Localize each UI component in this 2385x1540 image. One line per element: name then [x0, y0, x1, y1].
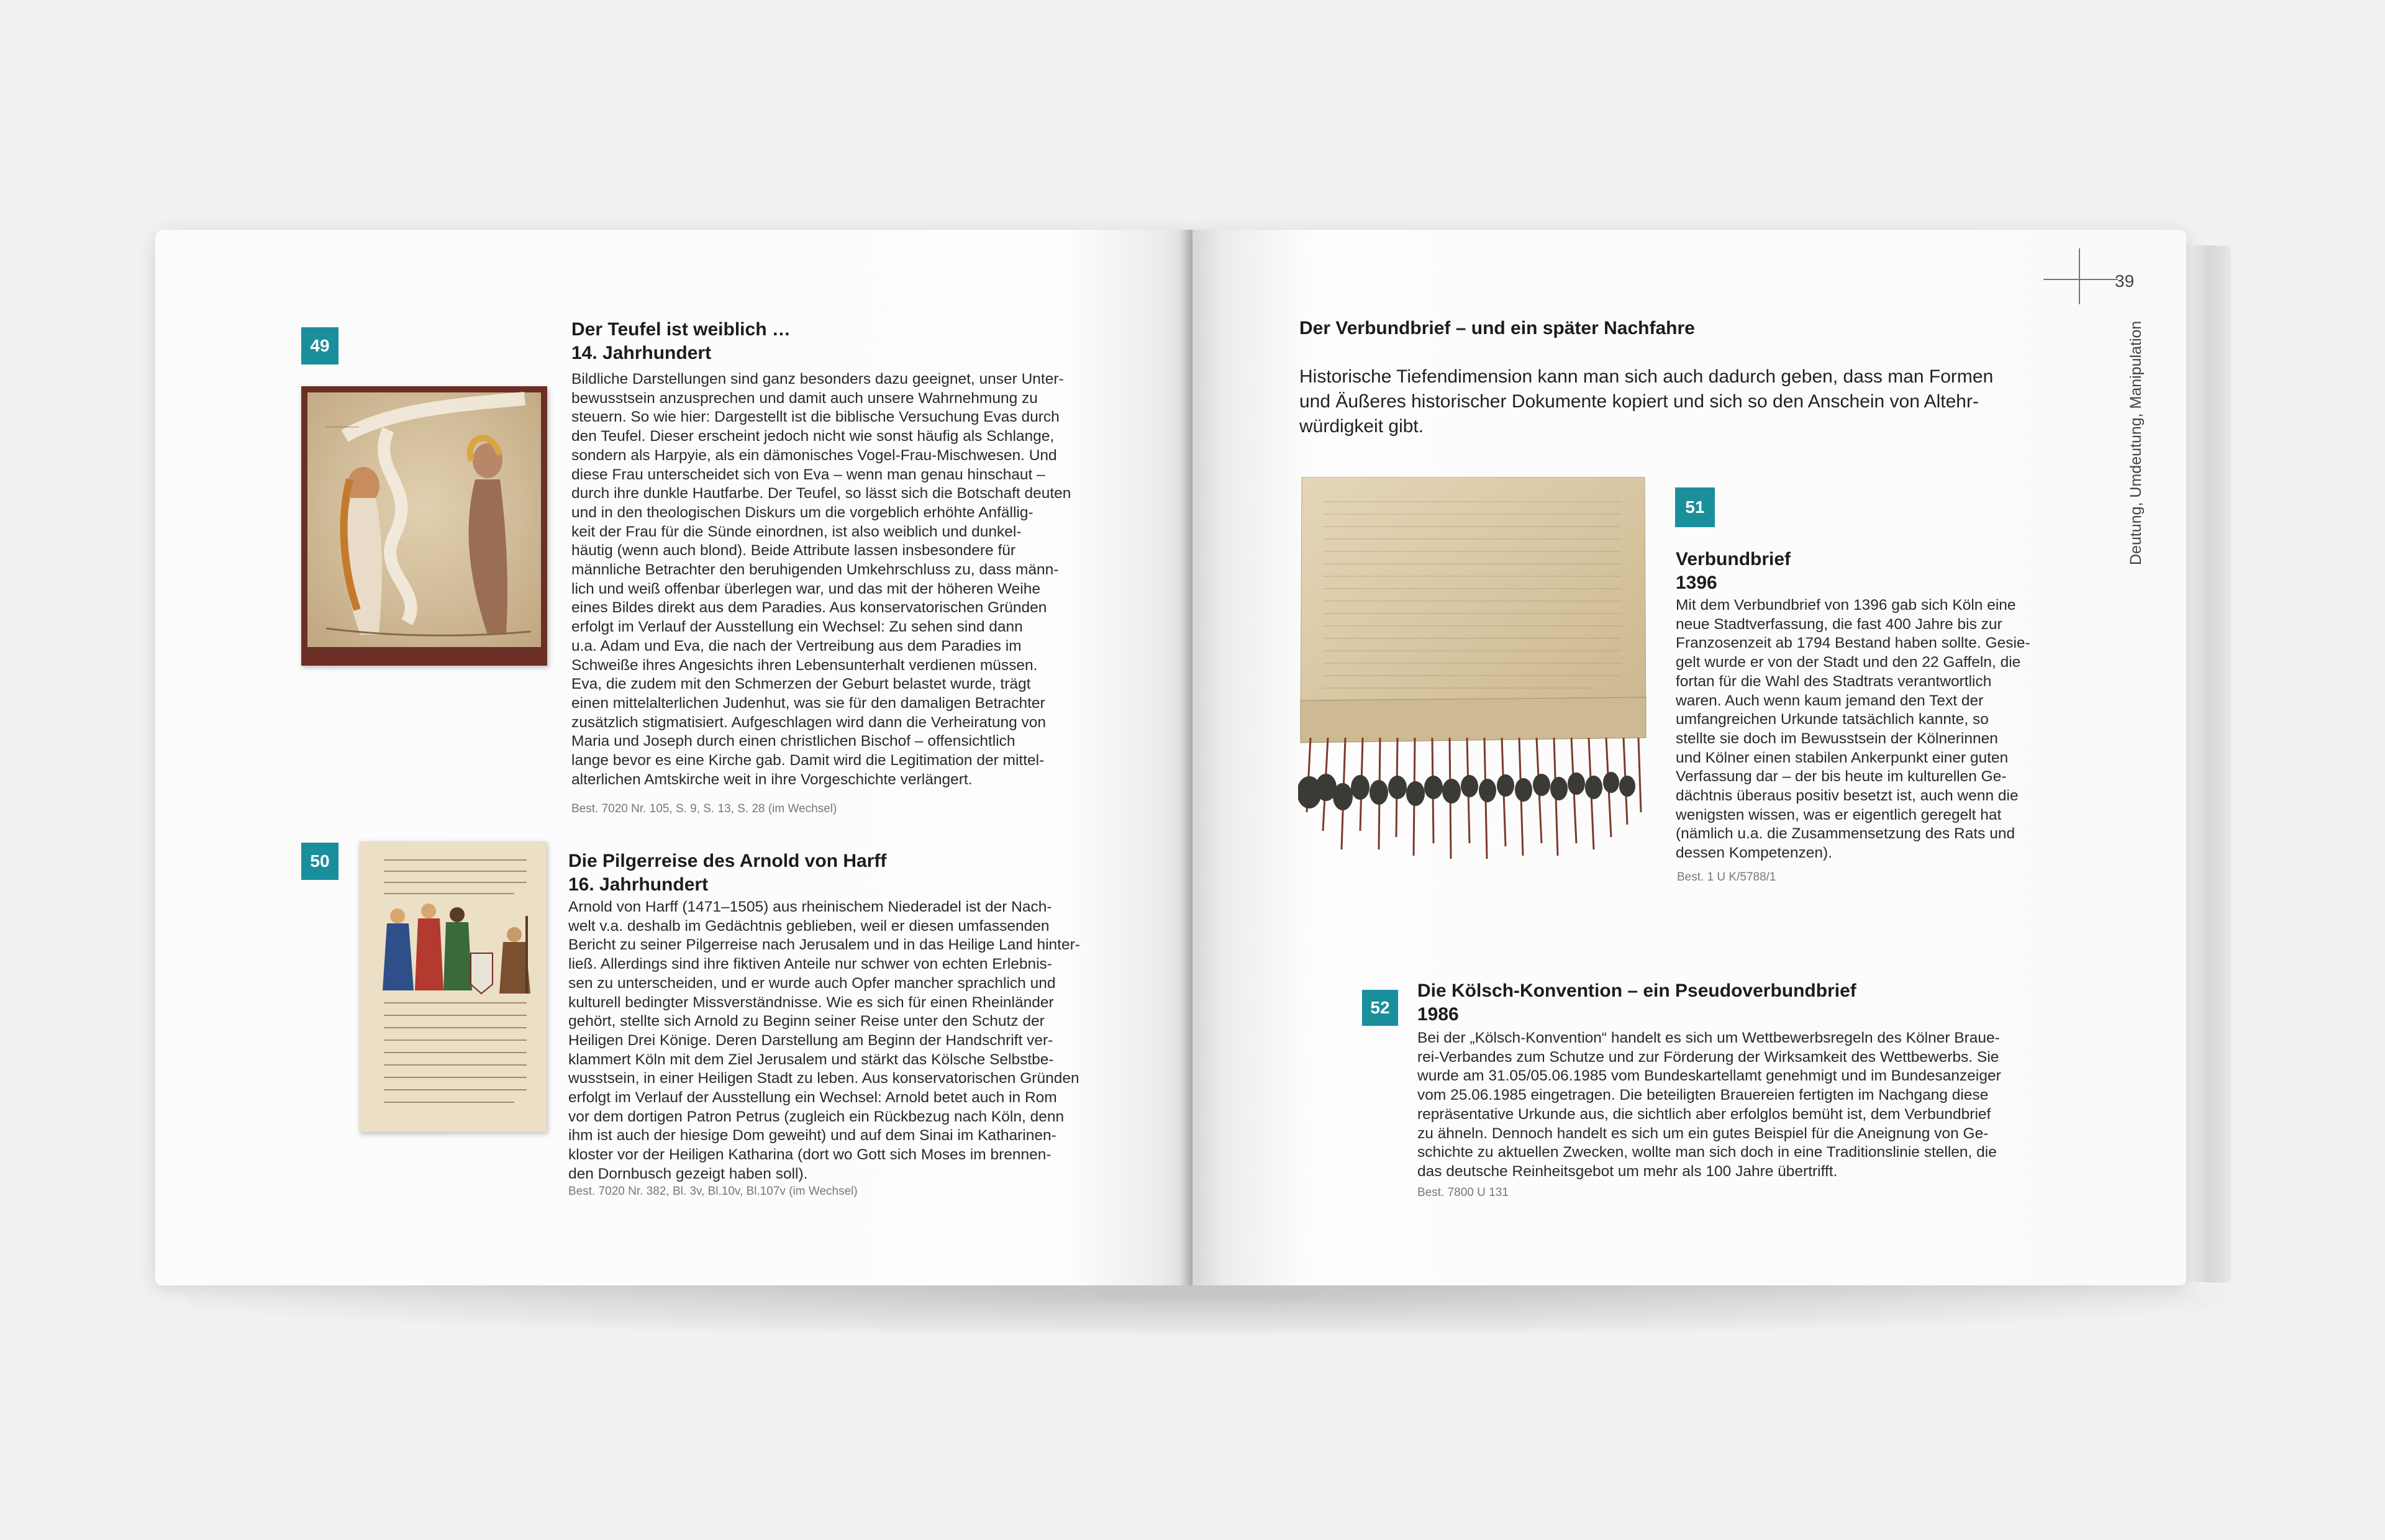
body-line: Schweiße ihres Angesichts ihren Lebensunterhalt verdienen müssen. [571, 656, 1038, 674]
body-line: Franzosenzeit ab 1794 Bestand haben sollte. Gesie- [1676, 635, 2030, 652]
body-line: Bei der „Kölsch-Konvention“ handelt es sich um Wettbewerbsregeln des Kölner Braue- [1417, 1030, 2000, 1046]
body-line: keit der Frau für die Sünde einordnen, ist also weiblich und dunkel- [571, 523, 1022, 540]
body-line: welt v.a. deshalb im Gedächtnis geblieben, weil er diesen umfassenden [568, 917, 1050, 935]
body-line: männliche Betrachter den beruhigenden Umkehrschluss zu, dass männ- [571, 561, 1059, 579]
body-line: das deutsche Reinheitsgebot um mehr als 100 Jahre übertrifft. [1417, 1162, 1838, 1180]
entry-49-title [571, 318, 1130, 365]
entry-52-title [1417, 979, 1976, 1026]
intro-line: Historische Tiefendimension kann man sich auch dadurch geben, dass man Formen [1299, 366, 1994, 387]
body-line: und Kölner einen stabilen Ankerpunkt einer guten [1676, 749, 2009, 766]
section-heading: Der Verbundbrief – und ein später Nachfahre [1299, 318, 1695, 338]
entry-51-date: 1396 [1676, 573, 1717, 593]
crosshair-mark [2043, 248, 2118, 304]
body-line: zu ähneln. Dennoch handelt es sich um ein gutes Beispiel für die Aneignung von Ge- [1417, 1125, 1989, 1142]
body-line: Heiligen Drei Könige. Deren Darstellung am Beginn der Handschrift ver- [568, 1031, 1053, 1049]
body-line: wurde am 31.05/05.06.1985 vom Bundeskartellamt genehmigt und im Bundesanzeiger [1417, 1067, 2001, 1085]
entry-50-reference: Best. 7020 Nr. 382, Bl. 3v, Bl.10v, Bl.107v (im Wechsel) [568, 1185, 858, 1198]
body-line: zusätzlich stigmatisiert. Aufgeschlagen wird dann die Verheiratung von [571, 713, 1047, 731]
body-line: klammert Köln mit dem Ziel Jerusalem und stärkt das Kölsche Selbstbe- [568, 1051, 1054, 1068]
body-line: umfangreichen Urkunde tatsächlich kannte, so [1676, 711, 1989, 728]
body-line: den Teufel. Dieser erscheint jedoch nicht wie sonst häufig als Schlange, [571, 428, 1055, 445]
catalog-number-52: 52 [1362, 990, 1398, 1026]
intro-paragraph [1299, 365, 2045, 439]
body-line: wusstsein, in einer Heiligen Stadt zu leben. Aus konservatorischen Gründen [568, 1070, 1079, 1087]
section-label-vertical: Deutung, Umdeutung, Manipulation [2127, 320, 2145, 565]
body-line: Eva, die zudem mit den Schmerzen der Geburt belastet wurde, trägt [571, 676, 1031, 693]
entry-52-reference: Best. 7800 U 131 [1417, 1186, 1509, 1199]
pilgrim-illustration [359, 841, 547, 1132]
entry-49-body [571, 370, 1081, 789]
body-line: den Dornbusch gezeigt haben soll). [568, 1165, 808, 1182]
entry-52-title-text: Die Kölsch-Konvention – ein Pseudoverbundbrief [1417, 981, 1856, 1001]
body-line: Bildliche Darstellungen sind ganz besonders dazu geeignet, unser Unter- [571, 371, 1064, 387]
page-number: 39 [2115, 271, 2135, 291]
verbundbrief-charter [1298, 477, 1648, 868]
body-line: durch ihre dunkle Hautfarbe. Der Teufel, so lässt sich die Botschaft deuten [571, 485, 1071, 502]
body-line: ließ. Allerdings sind ihre fiktiven Anteile nur schwer von echten Erlebnis- [568, 956, 1052, 973]
body-line: u.a. Adam und Eva, die nach der Vertreibung aus dem Paradies im [571, 637, 1022, 654]
entry-52-date: 1986 [1417, 1004, 1459, 1025]
entry-49-reference: Best. 7020 Nr. 105, S. 9, S. 13, S. 28 (im Wechsel) [571, 802, 837, 815]
entry-51-body [1676, 596, 2079, 863]
body-line: ihm ist auch der hiesige Dom geweiht) und auf dem Sinai im Katharinen- [568, 1127, 1056, 1144]
body-line: und in den theologischen Diskurs um die vorgeblich erhöhte Anfällig- [571, 504, 1034, 521]
body-line: bewusstsein anzusprechen und damit auch unsere Wahrnehmung zu [571, 389, 1038, 407]
body-line: waren. Auch wenn kaum jemand den Text der [1676, 692, 1984, 709]
entry-51-reference: Best. 1 U K/5788/1 [1677, 871, 1776, 884]
body-line: Verfassung dar – der bis heute im kulturellen Ge- [1676, 768, 2007, 786]
body-line: erfolgt im Verlauf der Ausstellung ein Wechsel: Arnold betet auch in Rom [568, 1089, 1057, 1107]
body-line: alterlichen Amtskirche weit in ihre Vorgeschichte verlängert. [571, 771, 973, 788]
body-line: Bericht zu seiner Pilgerreise nach Jerusalem und in das Heilige Land hinter- [568, 936, 1080, 954]
body-line: repräsentative Urkunde aus, die sichtlich aber erfolglos bemüht ist, dem Verbundbrief [1417, 1105, 1991, 1123]
entry-50-date: 16. Jahrhundert [568, 874, 709, 895]
body-line: häutig (wenn auch blond). Beide Attribute lassen insbesondere für [571, 542, 1016, 559]
catalog-number-51: 51 [1675, 487, 1715, 527]
body-line: dessen Kompetenzen). [1676, 845, 1832, 862]
body-line: eines Bildes direkt aus dem Paradies. Aus konservatorischen Gründen [571, 599, 1047, 617]
body-line: sen zu unterscheiden, und er wurde auch Opfer mancher sprachlich und [568, 974, 1056, 992]
body-line: kloster vor der Heiligen Katharina (dort wo Gott sich Moses im brennen- [568, 1146, 1052, 1164]
body-line: diese Frau unterscheidet sich von Eva – wenn man genau hinschaut – [571, 466, 1045, 483]
entry-50-title-text: Die Pilgerreise des Arnold von Harff [568, 851, 887, 871]
entry-50-title [568, 849, 1127, 897]
entry-52-body [1417, 1029, 2076, 1182]
body-line: vor dem dortigen Patron Petrus (zugleich ein Rückbezug nach Köln, denn [568, 1108, 1065, 1125]
entry-49-date: 14. Jahrhundert [571, 343, 712, 363]
body-line: gehört, stellte sich Arnold zu Beginn seiner Reise unter den Schutz der [568, 1013, 1045, 1030]
verbundbrief-image [1298, 477, 1648, 868]
devil-manuscript-image [301, 386, 547, 666]
body-line: Maria und Joseph durch einen christlichen Bischof – offensichtlich [571, 733, 1015, 750]
body-line: einen mittelalterlichen Judenhut, was sie für den damaligen Betrachter [571, 694, 1045, 712]
catalog-number-50: 50 [301, 843, 338, 880]
body-line: rei-Verbandes zum Schutze und zur Förderung der Wirksamkeit des Wettbewerbs. Sie [1417, 1048, 1999, 1066]
body-line: fortan für die Wahl des Stadtrats verantwortlich [1676, 673, 1992, 690]
devil-illustration [301, 386, 547, 666]
body-line: vom 25.06.1985 eingetragen. Die beteiligten Brauereien fertigten im Nachgang diese [1417, 1087, 1989, 1104]
entry-49-title-text: Der Teufel ist weiblich … [571, 319, 791, 340]
body-line: lange bevor es eine Kirche gab. Damit wird die Legitimation der mittel- [571, 752, 1045, 769]
svg-text:~~~~~~~: ~~~~~~~ [326, 423, 360, 432]
body-line: kulturell bedingter Missverständnisse. Wie es sich für einen Rheinländer [568, 994, 1054, 1011]
body-line: gelt wurde er von der Stadt und den 22 Gaffeln, die [1676, 654, 2021, 671]
body-line: Mit dem Verbundbrief von 1396 gab sich Köln eine [1676, 597, 2016, 614]
body-line: stellte sie doch im Bewusstsein der Kölnerinnen [1676, 730, 1998, 747]
body-line: steuern. So wie hier: Dargestellt ist die biblische Versuchung Evas durch [571, 409, 1060, 426]
body-line: neue Stadtverfassung, die fast 400 Jahre bis zur [1676, 615, 2002, 633]
entry-50-body [568, 898, 1084, 1184]
body-line: schichte zu aktuellen Zwecken, wollte man sich doch in eine Traditionslinie stellen, die [1417, 1144, 1997, 1161]
body-line: wenigsten wissen, was er eigentlich geregelt hat [1676, 806, 2002, 823]
entry-51-title-text: Verbundbrief [1676, 549, 1791, 569]
body-line: dächtnis überaus positiv besetzt ist, auch wenn die [1676, 787, 2019, 805]
intro-line: und Äußeres historischer Dokumente kopiert und sich so den Anschein von Altehr- [1299, 391, 1979, 412]
body-line: sondern als Harpyie, als ein dämonisches Vogel-Frau-Mischwesen. Und [571, 446, 1057, 464]
pilgrim-manuscript-image [359, 841, 547, 1132]
catalog-number-49: 49 [301, 327, 338, 365]
body-line: erfolgt im Verlauf der Ausstellung ein Wechsel: Zu sehen sind dann [571, 618, 1023, 636]
body-line: Arnold von Harff (1471–1505) aus rheinischem Niederadel ist der Nach- [568, 899, 1052, 915]
intro-line: würdigkeit gibt. [1299, 416, 1424, 437]
entry-51-title [1676, 548, 2048, 595]
body-line: lich und weiß offenbar überlegen war, und das mit der höheren Weihe [571, 580, 1040, 597]
body-line: (nämlich u.a. die Zusammensetzung des Rats und [1676, 825, 2015, 843]
